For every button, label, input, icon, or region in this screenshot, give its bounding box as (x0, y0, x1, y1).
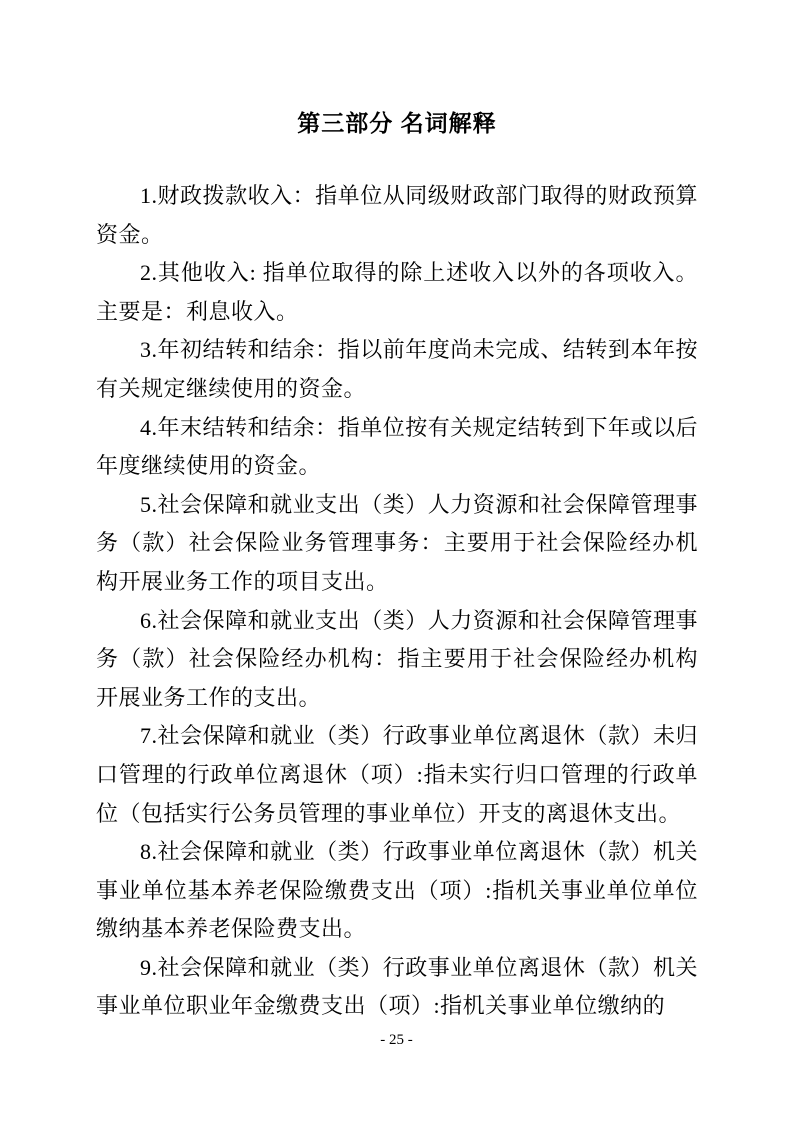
glossary-paragraph-5: 5.社会保障和就业支出（类）人力资源和社会保障管理事务（款）社会保险业务管理事务：主要用于社会保险经办机构开展业务工作的项目支出。 (96, 491, 698, 594)
glossary-paragraph-9: 9.社会保障和就业（类）行政事业单位离退休（款）机关事业单位职业年金缴费支出（项）:指机关事业单位缴纳的 (96, 954, 698, 1019)
glossary-paragraph-6: 6.社会保障和就业支出（类）人力资源和社会保障管理事务（款）社会保险经办机构：指主要用于社会保险经办机构开展业务工作的支出。 (96, 607, 698, 710)
glossary-paragraph-8: 8.社会保障和就业（类）行政事业单位离退休（款）机关事业单位基本养老保险缴费支出（项）:指机关事业单位单位缴纳基本养老保险费支出。 (96, 839, 698, 942)
page-number: - 25 - (380, 1032, 413, 1048)
glossary-paragraph-4: 4.年末结转和结余：指单位按有关规定结转到下年或以后年度继续使用的资金。 (96, 414, 698, 479)
glossary-paragraph-1: 1.财政拨款收入：指单位从同级财政部门取得的财政预算资金。 (96, 183, 698, 247)
glossary-paragraph-7: 7.社会保障和就业（类）行政事业单位离退休（款）未归口管理的行政单位离退休（项）:指未实行归口管理的行政单位（包括实行公务员管理的事业单位）开支的离退休支出。 (96, 723, 698, 826)
glossary-paragraph-2: 2.其他收入: 指单位取得的除上述收入以外的各项收入。主要是：利息收入。 (96, 260, 698, 324)
glossary-paragraph-3: 3.年初结转和结余：指以前年度尚未完成、结转到本年按有关规定继续使用的资金。 (96, 337, 698, 401)
page-title: 第三部分 名词解释 (297, 110, 497, 136)
